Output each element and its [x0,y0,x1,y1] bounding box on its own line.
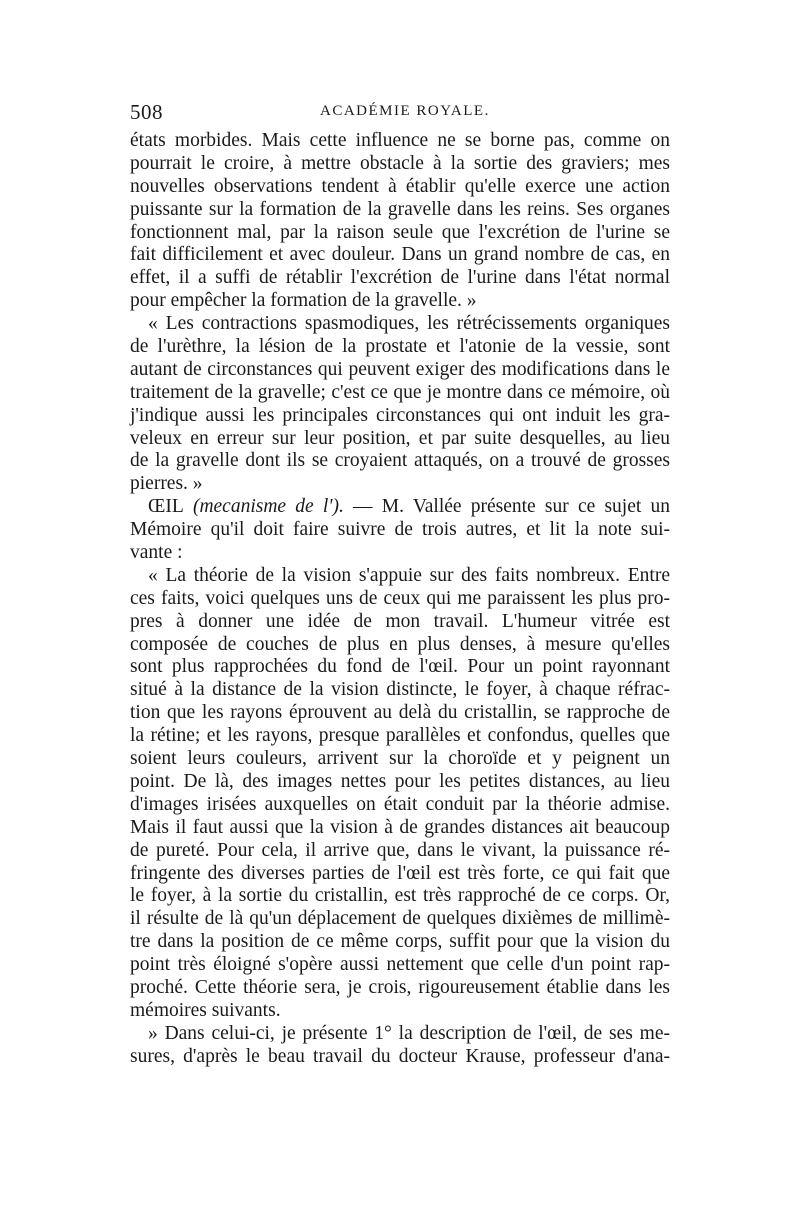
text-line: point très éloigné s'opère aussi nettement que celle d'un point rap- [130,954,670,976]
text-line: de l'urèthre, la lésion de la prostate et l'atonie de la vessie, sont [130,336,670,358]
text-line: de pureté. Pour cela, il arrive que, dans le vivant, la puissance ré- [130,839,670,861]
text-line: états morbides. Mais cette influence ne se borne pas, comme on [130,130,670,151]
text-line: effet, il a suffi de rétablir l'excrétion de l'urine dans l'état normal [130,267,670,289]
text-line: la rétine; et les rayons, presque parallèles et confondus, quelles que [130,725,670,747]
body-text [130,130,670,1069]
text-line: fait difficilement et avec douleur. Dans un grand nombre de cas, en [130,244,670,266]
text-line: sont plus rapprochées du fond de l'œil. Pour un point rayonnant [130,656,670,678]
text-line: traitement de la gravelle; c'est ce que je montre dans ce mémoire, où [130,381,670,403]
text-line: j'indique aussi les principales circonstances qui ont induit les gra- [130,404,670,426]
text-line: vante : [130,542,183,564]
text-line: fonctionnent mal, par la raison seule que l'excrétion de l'urine se [130,221,670,243]
text-line: autant de circonstances qui peuvent exiger des modifications dans le [130,358,670,380]
text-line: pierres. » [130,473,203,495]
text-line: il résulte de là qu'un déplacement de quelques dixièmes de millimè- [130,908,670,930]
text-line: soient leurs couleurs, arrivent sur la choroïde et y peignent un [130,748,670,770]
text-line: Mémoire qu'il doit faire suivre de trois autres, et lit la note sui- [130,519,670,541]
text-line: pourrait le croire, à mettre obstacle à la sortie des graviers; mes [130,152,670,174]
text-line: proché. Cette théorie sera, je crois, rigoureusement établie dans les [130,976,670,998]
text-line: tion que les rayons éprouvent au delà du cristallin, se rapproche de [130,702,670,724]
text-line: situé à la distance de la vision distincte, le foyer, à chaque réfrac- [130,679,670,701]
text-line: mémoires suivants. [130,999,281,1021]
entry-heading-line [130,496,670,519]
text-line: tre dans la position de ce même corps, suffit pour que la vision du [130,931,670,953]
text-line: pres à donner une idée de mon travail. L'humeur vitrée est [130,610,670,632]
text-line: d'images irisées auxquelles on était conduit par la théorie admise. [130,793,670,815]
text-line: « La théorie de la vision s'appuie sur des faits nombreux. Entre [148,564,670,586]
page-header [130,100,670,124]
entry-keyword: ŒIL [148,496,184,518]
text-line: le foyer, à la sortie du cristallin, est très rapproché de ce corps. Or, [130,885,670,907]
text-line: sures, d'après le beau travail du docteur Krause, professeur d'ana- [130,1045,670,1067]
text-line: » Dans celui-ci, je présente 1° la description de l'œil, de ses me- [148,1022,670,1044]
page-number: 508 [130,100,163,124]
text-line: pour empêcher la formation de la gravelle. » [130,290,477,312]
text-line: composée de couches de plus en plus denses, à mesure qu'elles [130,633,670,655]
text-line: ces faits, voici quelques uns de ceux qui me paraissent les plus pro- [130,587,670,609]
entry-subtitle: (mecanisme de l'). [192,496,344,518]
text-line: puissante sur la formation de la gravelle dans les reins. Ses organes [130,198,670,220]
text-line: veleux en erreur sur leur position, et par suite desquelles, au lieu [130,427,670,449]
text-line: Mais il faut aussi que la vision à de grandes distances ait beaucoup [130,816,670,838]
text-line: nouvelles observations tendent à établir qu'elle exerce une action [130,175,670,197]
running-head: ACADÉMIE ROYALE. [320,103,490,119]
text-line: « Les contractions spasmodiques, les rétrécissements organiques [148,313,670,335]
text-line: de la gravelle dont ils se croyaient attaqués, on a trouvé de grosses [130,450,670,472]
text-line: fringente des diverses parties de l'œil est très forte, ce qui fait que [130,862,670,884]
entry-heading-rest: — M. Vallée présente sur ce sujet un [343,496,670,518]
text-line: point. De là, des images nettes pour les petites distances, au lieu [130,770,670,792]
